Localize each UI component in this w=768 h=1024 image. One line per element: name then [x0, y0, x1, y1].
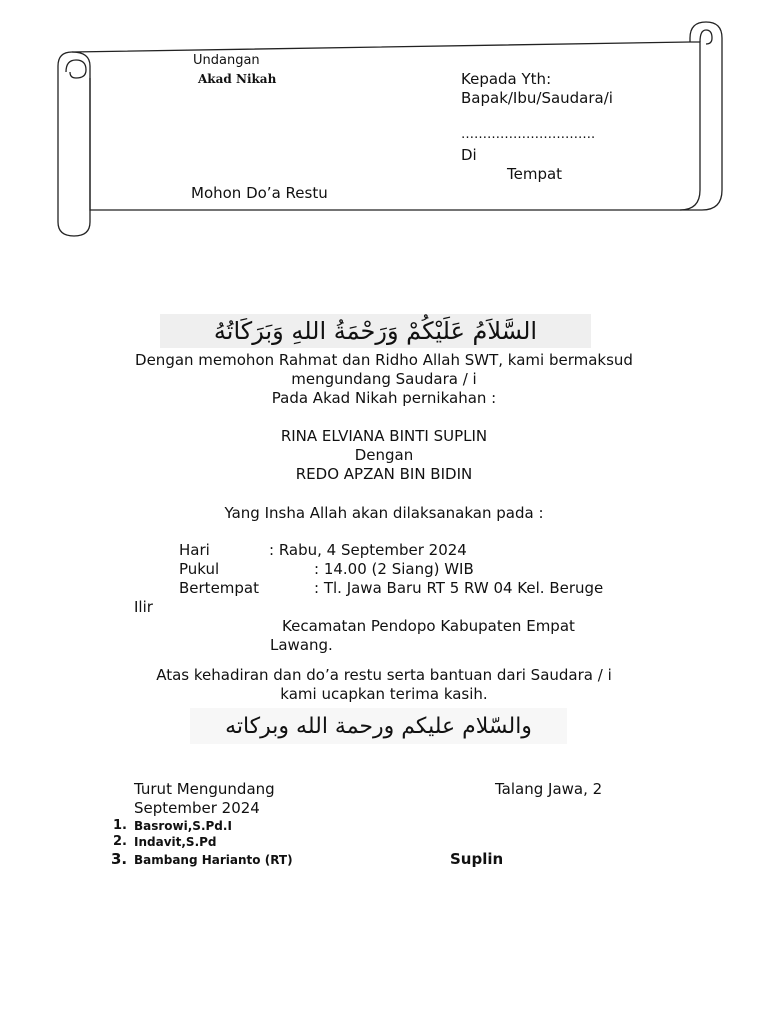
di-label: Di: [461, 146, 477, 164]
arabic-closing: والسّلام عليكم ورحمة الله وبركاته: [190, 708, 567, 744]
list-item-name: Indavit,S.Pd: [134, 835, 217, 849]
dengan-label: Dengan: [354, 446, 414, 464]
intro-line-3: Pada Akad Nikah pernikahan :: [271, 389, 497, 407]
host-name: Suplin: [450, 850, 504, 868]
kecamatan-line: Kecamatan Pendopo Kabupaten Empat: [282, 617, 575, 635]
closing-line-2: kami ucapkan terima kasih.: [280, 685, 488, 703]
list-item-number: 3.: [111, 850, 128, 868]
turut-label: Turut Mengundang: [134, 780, 275, 798]
kecamatan-wrap: Lawang.: [270, 636, 333, 654]
closing-line-1: Atas kehadiran dan do’a restu serta bantuan dari Saudara / i: [156, 666, 612, 684]
list-item-number: 1.: [113, 818, 127, 833]
pukul-label: Pukul: [179, 560, 220, 578]
intro-line-1: Dengan memohon Rahmat dan Ridho Allah SWT, kami bermaksud: [135, 351, 633, 369]
hari-label: Hari: [179, 541, 210, 559]
scroll-banner: [0, 0, 768, 260]
list-item-number: 2.: [113, 834, 127, 849]
bride-name: RINA ELVIANA BINTI SUPLIN: [280, 427, 488, 445]
kepada-label: Kepada Yth:: [461, 70, 552, 88]
bertempat-wrap: Ilir: [134, 598, 153, 616]
list-item-name: Basrowi,S.Pd.I: [134, 819, 232, 833]
mohon-label: Mohon Do’a Restu: [191, 184, 328, 202]
date-wrap: September 2024: [134, 799, 260, 817]
pukul-value: : 14.00 (2 Siang) WIB: [314, 560, 474, 578]
bertempat-value: : Tl. Jawa Baru RT 5 RW 04 Kel. Beruge: [314, 579, 604, 597]
place-date: Talang Jawa, 2: [495, 780, 603, 798]
intro-line-2: mengundang Saudara / i: [291, 370, 477, 388]
undangan-label: Undangan: [193, 53, 260, 68]
akad-nikah-label: Akad Nikah: [198, 72, 277, 86]
tempat-label: Tempat: [507, 165, 563, 183]
list-item-name: Bambang Harianto (RT): [134, 853, 293, 867]
groom-name: REDO APZAN BIN BIDIN: [295, 465, 473, 483]
yang-line: Yang Insha Allah akan dilaksanakan pada :: [224, 504, 544, 522]
arabic-greeting: السَّلاَمُ عَلَيْكُمْ وَرَحْمَةُ اللهِ وَبَرَكَاتُهُ: [160, 314, 591, 348]
bertempat-label: Bertempat: [179, 579, 260, 597]
recipient-dots: ………………………….: [461, 127, 596, 142]
hari-value: : Rabu, 4 September 2024: [269, 541, 467, 559]
recipient-label: Bapak/Ibu/Saudara/i: [461, 89, 613, 107]
